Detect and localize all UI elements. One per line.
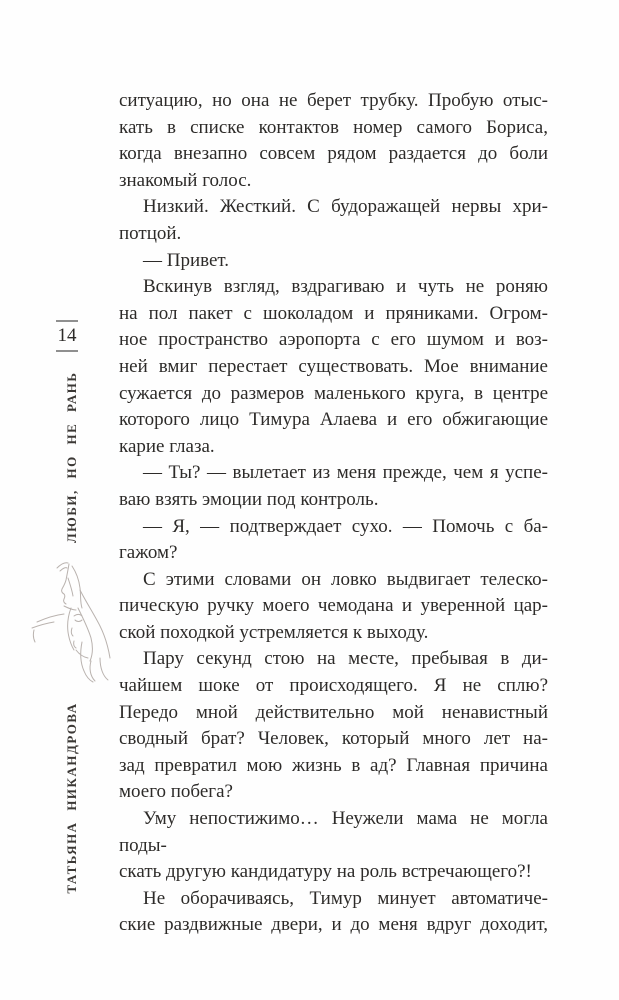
text-line: карие глаза.	[119, 435, 215, 457]
text-line: гажом?	[119, 542, 178, 564]
page-number-block	[45, 320, 89, 352]
text-line: Низкий. Жесткий. С будоражащей нервы хри-	[143, 196, 548, 218]
book-title-vertical: ЛЮБИ, НО НЕ РАНЬ	[64, 371, 79, 543]
page-number: 14	[57, 325, 77, 346]
text-line: Передо мной действительно мой ненавистный	[119, 701, 548, 723]
text-line: пическую ручку моего чемодана и уверенной цар-	[119, 595, 548, 617]
text-line: кать в списке контактов номер самого Бориса,	[119, 116, 548, 138]
text-line: Уму непостижимо… Неужели мама не могла поды-	[119, 808, 548, 856]
text-line: Вскинув взгляд, вздрагиваю и чуть не роняю	[143, 276, 548, 298]
text-line: чайшем шоке от происходящего. Я не сплю?	[119, 675, 548, 697]
author-name-vertical: ТАТЬЯНА НИКАНДРОВА	[64, 702, 79, 894]
text-line: моего побега?	[119, 781, 233, 803]
forehead-kiss-sketch	[16, 558, 116, 690]
body-text	[119, 88, 548, 939]
text-line: ное пространство аэропорта с его шумом и воз-	[119, 329, 548, 351]
text-line: Не оборачиваясь, Тимур минует автоматиче-	[143, 887, 548, 909]
page-number-rule-bottom	[56, 350, 78, 352]
text-line: потцой.	[119, 222, 182, 244]
text-line: зад превратил мою жизнь в ад? Главная причина	[119, 754, 548, 776]
text-line: ской походкой устремляется к выходу.	[119, 621, 429, 643]
text-line: ней вмиг перестает существовать. Мое внимание	[119, 355, 548, 377]
text-line: скать другую кандидатуру на роль встречающего?!	[119, 861, 532, 883]
text-line: С этими словами он ловко выдвигает телеско-	[143, 568, 548, 590]
text-line: сводный брат? Человек, который много лет на-	[119, 728, 548, 750]
text-line: сужается до размеров маленького круга, в центре	[119, 382, 548, 404]
text-line: знакомый голос.	[119, 169, 252, 191]
text-line: ваю взять эмоции под контроль.	[119, 488, 379, 510]
text-line: — Я, — подтверждает сухо. — Помочь с ба-	[143, 515, 548, 537]
text-line: на пол пакет с шоколадом и пряниками. Огром-	[119, 302, 548, 324]
text-line: Пару секунд стою на месте, пребывая в ди-	[143, 648, 548, 670]
text-line: — Привет.	[143, 249, 230, 271]
text-line: которого лицо Тимура Алаева и его обжигающие	[119, 409, 548, 431]
text-line: ские раздвижные двери, и до меня вдруг доходит,	[119, 914, 548, 936]
text-line: ситуацию, но она не берет трубку. Пробую отыс-	[119, 90, 548, 111]
text-line: — Ты? — вылетает из меня прежде, чем я успе-	[143, 462, 548, 484]
text-line: когда внезапно совсем рядом раздается до боли	[119, 143, 548, 165]
